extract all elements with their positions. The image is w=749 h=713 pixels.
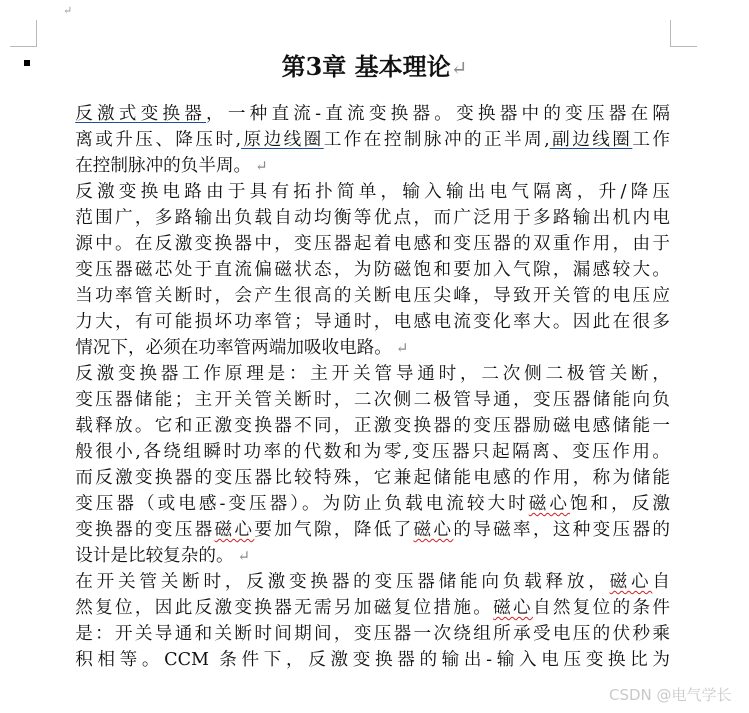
paragraph-mark-icon: ↵ xyxy=(395,339,409,357)
hyperlink-flyback-converter[interactable]: 反激式变换器 xyxy=(75,104,207,124)
line: 载释放。它和正激变换器不同，正激变换器的变压器励磁电感储能一 xyxy=(75,416,670,436)
line: 反激变换电路由于具有拓扑简单，输入输出电气隔离，升/降压 xyxy=(75,182,670,202)
paragraph-mark-icon: ↵ xyxy=(63,4,73,17)
line: 反激变换器工作原理是：主开关管导通时，二次侧二极管关断， xyxy=(75,364,670,384)
margin-corner-top-left xyxy=(10,20,37,47)
spellcheck-flag[interactable]: 磁心 xyxy=(528,494,570,514)
chapter-title[interactable] xyxy=(0,47,749,82)
paragraph-1[interactable] xyxy=(40,101,670,179)
line: 然复位，因此反激变换器无需另加磁复位措施。磁心自然复位的条件 xyxy=(75,598,670,618)
line: 变换器的变压器磁心要加气隙，降低了磁心的导磁率，这种变压器的 xyxy=(75,520,670,540)
line: 而反激变换器的变压器比较特殊，它兼起储能电感的作用，称为储能 xyxy=(75,468,670,488)
spellcheck-flag[interactable]: 磁心 xyxy=(413,520,454,540)
line: 力大，有可能损坏功率管；导通时，电感电流变化率大。因此在很多 xyxy=(75,312,670,332)
hyperlink-secondary-coil[interactable]: 副边线圈 xyxy=(549,130,633,150)
source-watermark: CSDN @电气学长 xyxy=(609,686,732,704)
line: 源中。在反激变换器中，变压器起着电感和变压器的双重作用，由于 xyxy=(75,234,670,254)
line: 范围广，多路输出负载自动均衡等优点，而广泛用于多路输出机内电 xyxy=(75,208,670,228)
line: 是：开关导通和关断时间期间，变压器一次绕组所承受电压的伏秒乘 xyxy=(75,624,670,644)
hyperlink-primary-coil[interactable]: 原边线圈 xyxy=(241,130,324,150)
chapter-title-text: 第3章 基本理论 xyxy=(281,52,451,81)
spellcheck-flag[interactable]: 磁心 xyxy=(214,520,255,540)
paragraph-mark-icon: ↵ xyxy=(255,157,268,175)
paragraph-mark-icon: ↵ xyxy=(237,547,251,565)
spellcheck-flag[interactable]: 磁心 xyxy=(609,572,653,592)
line: 离或升压、降压时,原边线圈工作在控制脉冲的正半周,副边线圈工作 xyxy=(75,130,670,150)
line: 当功率管关断时，会产生很高的关断电压尖峰，导致开关管的电压应 xyxy=(75,286,670,306)
line: 设计是比较复杂的。 ↵ xyxy=(75,546,251,566)
line: 变压器磁芯处于直流偏磁状态，为防磁饱和要加入气隙，漏感较大。 xyxy=(75,260,670,280)
paragraph-2[interactable] xyxy=(40,179,670,361)
margin-corner-top-right xyxy=(670,20,697,47)
spellcheck-flag[interactable]: 磁心 xyxy=(493,598,533,618)
paragraph-3[interactable] xyxy=(40,361,670,569)
document-body[interactable] xyxy=(40,101,670,673)
line: 积相等。CCM 条件下，反激变换器的输出-输入电压变换比为 xyxy=(75,650,670,670)
line: 在开关管关断时，反激变换器的变压器储能向负载释放，磁心自 xyxy=(75,572,670,592)
paragraph-mark-icon: ↵ xyxy=(450,56,468,80)
line: 变压器储能；主开关管关断时，二次侧二极管导通，变压器储能向负 xyxy=(75,390,670,410)
line: 变压器（或电感-变压器）。为防止负载电流较大时磁心饱和，反激 xyxy=(75,494,670,514)
line: 反激式变换器，一种直流-直流变换器。变换器中的变压器在隔 xyxy=(75,104,670,124)
line: 般很小,各绕组瞬时功率的代数和为零,变压器只起隔离、变压作用。 xyxy=(75,442,670,462)
line: 在控制脉冲的负半周。 ↵ xyxy=(75,156,268,176)
paragraph-4[interactable] xyxy=(40,569,670,673)
line: 情况下，必须在功率管两端加吸收电路。 ↵ xyxy=(75,338,409,358)
